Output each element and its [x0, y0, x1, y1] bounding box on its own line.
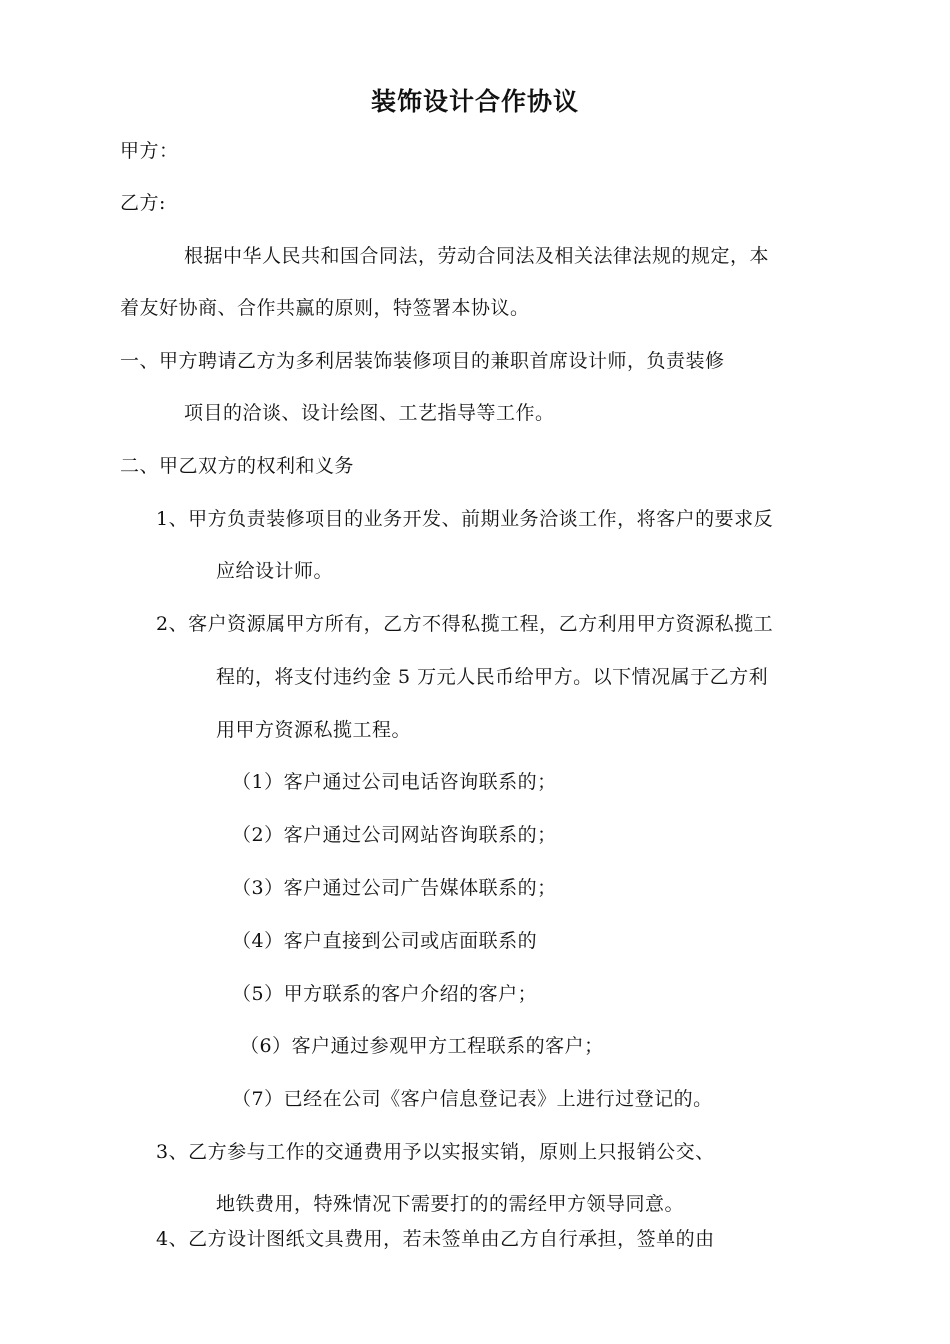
section-1-line-1: 一、甲方聘请乙方为多利居装饰装修项目的兼职首席设计师，负责装修 [120, 350, 725, 372]
clause-2-item-4: （4）客户直接到公司或店面联系的 [232, 930, 538, 952]
clause-2-item-2: （2）客户通过公司网站咨询联系的； [232, 824, 557, 846]
preamble-line-2: 着友好协商、合作共赢的原则，特签署本协议。 [120, 297, 530, 319]
clause-1-line-1: 1、甲方负责装修项目的业务开发、前期业务洽谈工作，将客户的要求反 [156, 508, 774, 530]
clause-2-item-7: （7）已经在公司《客户信息登记表》上进行过登记的。 [232, 1088, 713, 1110]
clause-2-item-6: （6）客户通过参观甲方工程联系的客户； [240, 1035, 604, 1057]
clause-3-line-1: 3、乙方参与工作的交通费用予以实报实销，原则上只报销公交、 [156, 1141, 715, 1163]
clause-4-line-1: 4、乙方设计图纸文具费用，若未签单由乙方自行承担，签单的由 [156, 1228, 715, 1250]
document-title: 装饰设计合作协议 [370, 87, 579, 116]
preamble-line-1: 根据中华人民共和国合同法，劳动合同法及相关法律法规的规定，本 [184, 245, 770, 267]
party-b-label: 乙方: [120, 192, 166, 214]
clause-2-line-1: 2、客户资源属甲方所有，乙方不得私揽工程，乙方利用甲方资源私揽工 [156, 613, 774, 635]
section-2-heading: 二、甲乙双方的权利和义务 [120, 455, 355, 477]
clause-2-item-3: （3）客户通过公司广告媒体联系的； [232, 877, 557, 899]
section-1-line-2: 项目的洽谈、设计绘图、工艺指导等工作。 [184, 402, 555, 424]
clause-2-line-3: 用甲方资源私揽工程。 [216, 719, 412, 741]
clause-2-line-2: 程的，将支付违约金 5 万元人民币给甲方。以下情况属于乙方利 [216, 666, 769, 688]
clause-2-item-1: （1）客户通过公司电话咨询联系的； [232, 771, 557, 793]
clause-1-line-2: 应给设计师。 [216, 560, 334, 582]
clause-3-line-2: 地铁费用，特殊情况下需要打的的需经甲方领导同意。 [216, 1193, 685, 1215]
party-a-label: 甲方： [120, 140, 179, 162]
clause-2-item-5: （5）甲方联系的客户介绍的客户； [232, 983, 538, 1005]
